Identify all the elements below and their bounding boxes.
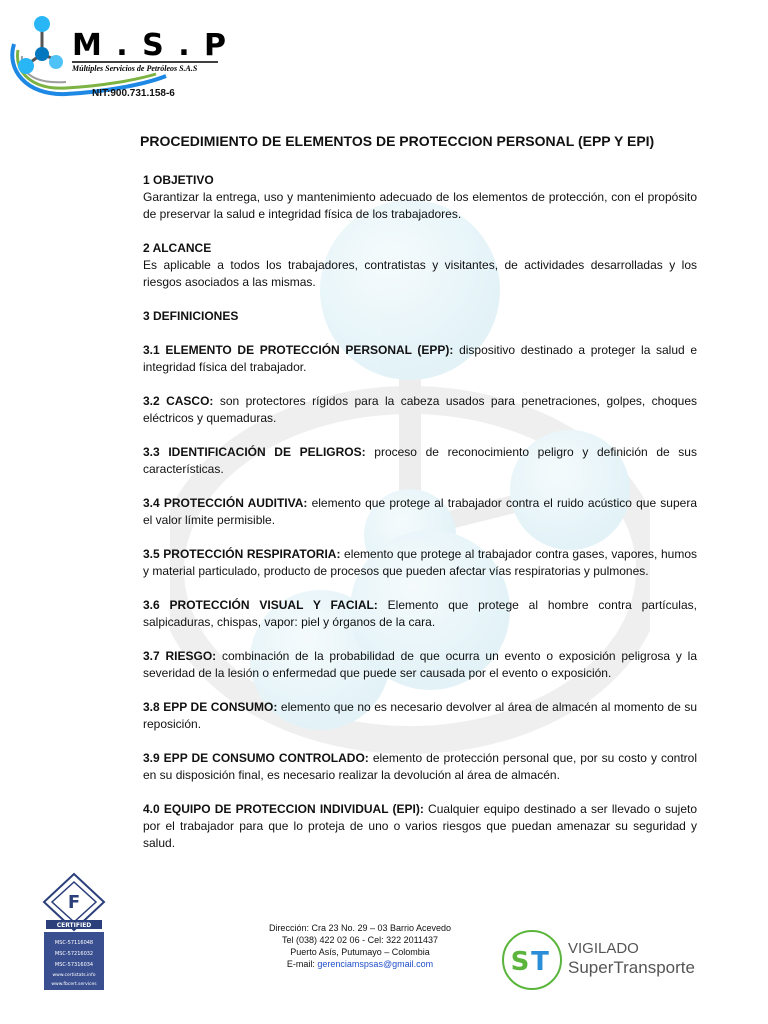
cert-site-1: www.certistats.info [52,973,96,978]
definition-item [143,444,697,478]
definition-term: 3.7 RIESGO: [143,649,217,663]
footer-email[interactable]: gerenciamspsas@gmail.com [317,959,434,969]
cert-code-1: MSC-57116048 [54,940,94,946]
definition-text: combinación de la probabilidad de que ocurra un evento o exposición peligrosa y la severidad de la lesión o enfermedad que puede ser causada por el evento o exposición. [143,649,697,680]
supertransporte-icon [500,928,564,992]
cert-code-3: MSC-57316034 [54,962,94,968]
definition-text: Cualquier equipo destinado a ser llevado o sujeto por el trabajador para que lo proteja de uno o varios riesgos que puedan amenazar su seguridad y salud. [143,802,697,850]
definition-item [143,750,697,784]
definition-term: 3.3 IDENTIFICACIÓN DE PELIGROS: [143,445,366,459]
section-text: Es aplicable a todos los trabajadores, contratistas y visitantes, de actividades desarrolladas y los riesgos asociados a las mismas. [143,258,697,289]
footer-contact [230,922,490,970]
definition-text: elemento que protege al trabajador contra el ruido acústico que supera el valor límite permisible. [143,496,697,527]
definition-item [143,648,697,682]
vigilado-label: VIGILADO [568,940,639,957]
footer-city: Puerto Asís, Putumayo – Colombia [290,947,430,957]
definition-text: elemento que no es necesario devolver al área de almacén al momento de su reposición. [143,700,697,731]
nit-number: NIT:900.731.158-6 [92,88,175,99]
cert-site-2: www.fbcert.services [51,982,97,987]
definition-item [143,699,697,733]
vigilado-supertransporte-logo [500,928,710,992]
svg-text:T: T [531,947,549,977]
definition-item [143,495,697,529]
section-heading: 3 DEFINICIONES [143,309,239,323]
definition-text: son protectores rígidos para la cabeza usados para penetraciones, golpes, choques eléctricos y quemaduras. [143,394,697,425]
definition-text: Elemento que protege al hombre contra partículas, salpicaduras, chispas, vapor: piel y órganos de la cara. [143,598,697,629]
cert-label: CERTIFIED [56,922,92,929]
section-heading: 1 OBJETIVO [143,173,214,187]
section-alcance [143,240,697,291]
definition-item [143,597,697,631]
definition-term: 3.4 PROTECCIÓN AUDITIVA: [143,496,308,510]
definition-term: 3.5 PROTECCIÓN RESPIRATORIA: [143,547,341,561]
definition-term: 3.9 EPP DE CONSUMO CONTROLADO: [143,751,369,765]
definition-term: 3.1 ELEMENTO DE PROTECCIÓN PERSONAL (EPP): [143,343,454,357]
section-objetivo [143,172,697,223]
section-definiciones [143,308,697,325]
definition-item [143,546,697,580]
footer-address: Dirección: Cra 23 No. 29 – 03 Barrio Acevedo [268,923,452,933]
definition-item [143,801,697,852]
definition-item [143,393,697,427]
footer-email-label: E-mail: [286,959,318,969]
definition-text: dispositivo destinado a proteger la salud e integridad física del trabajador. [143,343,698,374]
definition-text: proceso de reconocimiento peligro y definición de sus características. [143,445,697,476]
section-heading: 2 ALCANCE [143,241,212,255]
definition-text: elemento que protege al trabajador contra gases, vapores, humos y material particulado, producto de procesos que pueden afectar vías respiratorias y pulmones. [143,547,697,578]
certification-seal [40,872,108,992]
logo-wordmark: M . S . P [72,28,229,63]
svg-text:S: S [510,947,530,977]
footer-phone: Tel (038) 422 02 06 - Cel: 322 2011437 [282,935,438,945]
document-body [143,172,697,869]
definition-term: 3.2 CASCO: [143,394,214,408]
cert-code-2: MSC-57216032 [54,951,94,957]
definition-term: 4.0 EQUIPO DE PROTECCION INDIVIDUAL (EPI): [143,802,424,816]
definition-term: 3.8 EPP DE CONSUMO: [143,700,278,714]
definition-item [143,342,697,376]
footer-email-line [230,958,490,970]
supertransporte-label: SuperTransporte [568,958,695,977]
section-text: Garantizar la entrega, uso y mantenimiento adecuado de los elementos de protección, con el propósito de preservar la salud e integridad física de los trabajadores. [143,190,697,221]
document-title: PROCEDIMIENTO DE ELEMENTOS DE PROTECCION PERSONAL (EPP Y EPI) [140,133,655,149]
logo-subtitle: Múltiples Servicios de Petróleos S.A.S [72,64,198,73]
definition-term: 3.6 PROTECCIÓN VISUAL Y FACIAL: [143,598,378,612]
definition-text: elemento de protección personal que, por su costo y control en su disposición final, es necesario realizar la devolución al área de almacén. [143,751,697,782]
svg-text:F: F [67,892,81,913]
